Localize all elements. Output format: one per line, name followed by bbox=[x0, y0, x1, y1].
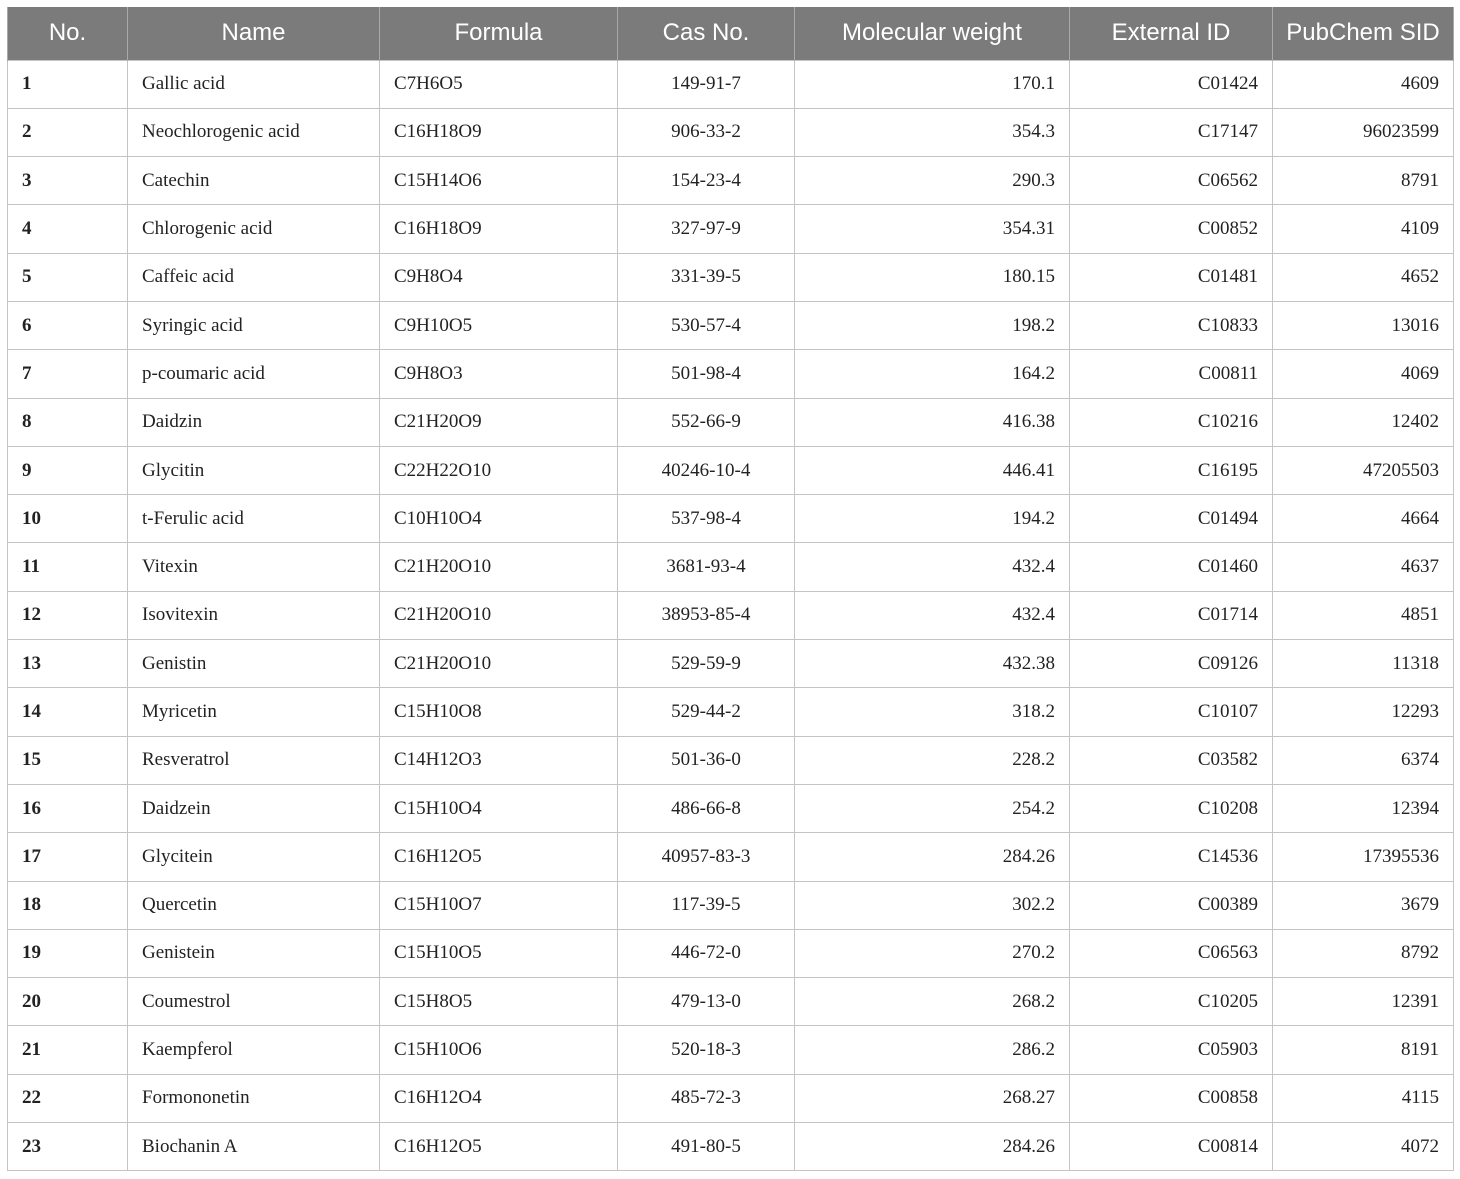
cell-no: 9 bbox=[8, 446, 128, 494]
cell-formula: C16H12O4 bbox=[380, 1074, 618, 1122]
cell-name: Vitexin bbox=[128, 543, 380, 591]
cell-cas-no: 530-57-4 bbox=[618, 301, 795, 349]
cell-pubchem-sid: 8191 bbox=[1273, 1026, 1454, 1074]
cell-molecular-weight: 446.41 bbox=[795, 446, 1070, 494]
cell-formula: C16H18O9 bbox=[380, 108, 618, 156]
table-row bbox=[8, 1026, 1454, 1074]
table-row bbox=[8, 495, 1454, 543]
cell-no: 7 bbox=[8, 350, 128, 398]
cell-cas-no: 552-66-9 bbox=[618, 398, 795, 446]
cell-pubchem-sid: 4115 bbox=[1273, 1074, 1454, 1122]
cell-no: 4 bbox=[8, 205, 128, 253]
cell-external-id: C01494 bbox=[1070, 495, 1273, 543]
cell-cas-no: 38953-85-4 bbox=[618, 591, 795, 639]
cell-cas-no: 501-98-4 bbox=[618, 350, 795, 398]
header-pubchem-sid: PubChem SID bbox=[1273, 7, 1454, 60]
cell-molecular-weight: 290.3 bbox=[795, 157, 1070, 205]
cell-pubchem-sid: 13016 bbox=[1273, 301, 1454, 349]
cell-no: 13 bbox=[8, 640, 128, 688]
cell-pubchem-sid: 8791 bbox=[1273, 157, 1454, 205]
cell-formula: C15H10O4 bbox=[380, 784, 618, 832]
cell-name: t-Ferulic acid bbox=[128, 495, 380, 543]
cell-name: Glycitein bbox=[128, 833, 380, 881]
header-external-id: External ID bbox=[1070, 7, 1273, 60]
cell-formula: C15H14O6 bbox=[380, 157, 618, 205]
cell-name: Daidzin bbox=[128, 398, 380, 446]
table-row bbox=[8, 591, 1454, 639]
cell-name: Gallic acid bbox=[128, 60, 380, 108]
cell-molecular-weight: 302.2 bbox=[795, 881, 1070, 929]
cell-formula: C15H8O5 bbox=[380, 978, 618, 1026]
cell-molecular-weight: 228.2 bbox=[795, 736, 1070, 784]
table-row bbox=[8, 350, 1454, 398]
header-row bbox=[8, 7, 1454, 60]
cell-cas-no: 117-39-5 bbox=[618, 881, 795, 929]
cell-external-id: C14536 bbox=[1070, 833, 1273, 881]
table-row bbox=[8, 978, 1454, 1026]
cell-no: 17 bbox=[8, 833, 128, 881]
cell-molecular-weight: 270.2 bbox=[795, 929, 1070, 977]
cell-no: 8 bbox=[8, 398, 128, 446]
cell-formula: C15H10O6 bbox=[380, 1026, 618, 1074]
cell-cas-no: 40246-10-4 bbox=[618, 446, 795, 494]
cell-formula: C15H10O8 bbox=[380, 688, 618, 736]
cell-formula: C21H20O9 bbox=[380, 398, 618, 446]
cell-formula: C7H6O5 bbox=[380, 60, 618, 108]
header-molecular-weight: Molecular weight bbox=[795, 7, 1070, 60]
cell-no: 16 bbox=[8, 784, 128, 832]
cell-pubchem-sid: 4072 bbox=[1273, 1123, 1454, 1171]
table-row bbox=[8, 688, 1454, 736]
cell-cas-no: 486-66-8 bbox=[618, 784, 795, 832]
cell-cas-no: 520-18-3 bbox=[618, 1026, 795, 1074]
cell-no: 1 bbox=[8, 60, 128, 108]
cell-no: 20 bbox=[8, 978, 128, 1026]
cell-molecular-weight: 254.2 bbox=[795, 784, 1070, 832]
cell-external-id: C01714 bbox=[1070, 591, 1273, 639]
table-body bbox=[8, 60, 1454, 1171]
cell-name: Genistin bbox=[128, 640, 380, 688]
cell-name: Chlorogenic acid bbox=[128, 205, 380, 253]
cell-pubchem-sid: 17395536 bbox=[1273, 833, 1454, 881]
cell-external-id: C10216 bbox=[1070, 398, 1273, 446]
table-row bbox=[8, 1123, 1454, 1171]
cell-pubchem-sid: 4664 bbox=[1273, 495, 1454, 543]
cell-formula: C9H8O3 bbox=[380, 350, 618, 398]
cell-molecular-weight: 284.26 bbox=[795, 833, 1070, 881]
cell-formula: C22H22O10 bbox=[380, 446, 618, 494]
cell-molecular-weight: 194.2 bbox=[795, 495, 1070, 543]
cell-no: 18 bbox=[8, 881, 128, 929]
cell-molecular-weight: 284.26 bbox=[795, 1123, 1070, 1171]
cell-pubchem-sid: 4652 bbox=[1273, 253, 1454, 301]
cell-no: 11 bbox=[8, 543, 128, 591]
table-row bbox=[8, 929, 1454, 977]
cell-no: 15 bbox=[8, 736, 128, 784]
table-row bbox=[8, 60, 1454, 108]
cell-external-id: C00858 bbox=[1070, 1074, 1273, 1122]
cell-formula: C15H10O7 bbox=[380, 881, 618, 929]
cell-no: 5 bbox=[8, 253, 128, 301]
cell-molecular-weight: 432.4 bbox=[795, 591, 1070, 639]
cell-cas-no: 331-39-5 bbox=[618, 253, 795, 301]
cell-no: 23 bbox=[8, 1123, 128, 1171]
table-row bbox=[8, 640, 1454, 688]
cell-no: 21 bbox=[8, 1026, 128, 1074]
table-row bbox=[8, 253, 1454, 301]
cell-name: Glycitin bbox=[128, 446, 380, 494]
cell-name: Myricetin bbox=[128, 688, 380, 736]
cell-pubchem-sid: 4609 bbox=[1273, 60, 1454, 108]
table-row bbox=[8, 157, 1454, 205]
cell-formula: C21H20O10 bbox=[380, 543, 618, 591]
cell-cas-no: 479-13-0 bbox=[618, 978, 795, 1026]
cell-pubchem-sid: 4069 bbox=[1273, 350, 1454, 398]
cell-formula: C16H12O5 bbox=[380, 1123, 618, 1171]
cell-cas-no: 529-44-2 bbox=[618, 688, 795, 736]
cell-pubchem-sid: 4109 bbox=[1273, 205, 1454, 253]
cell-name: Neochlorogenic acid bbox=[128, 108, 380, 156]
cell-name: Isovitexin bbox=[128, 591, 380, 639]
cell-molecular-weight: 164.2 bbox=[795, 350, 1070, 398]
table-row bbox=[8, 881, 1454, 929]
cell-cas-no: 906-33-2 bbox=[618, 108, 795, 156]
table-row bbox=[8, 736, 1454, 784]
header-formula: Formula bbox=[380, 7, 618, 60]
cell-cas-no: 491-80-5 bbox=[618, 1123, 795, 1171]
table-row bbox=[8, 1074, 1454, 1122]
cell-no: 10 bbox=[8, 495, 128, 543]
cell-name: Syringic acid bbox=[128, 301, 380, 349]
compound-table bbox=[7, 7, 1454, 1171]
cell-molecular-weight: 268.2 bbox=[795, 978, 1070, 1026]
cell-molecular-weight: 268.27 bbox=[795, 1074, 1070, 1122]
cell-cas-no: 485-72-3 bbox=[618, 1074, 795, 1122]
cell-molecular-weight: 416.38 bbox=[795, 398, 1070, 446]
cell-pubchem-sid: 6374 bbox=[1273, 736, 1454, 784]
cell-molecular-weight: 432.4 bbox=[795, 543, 1070, 591]
cell-pubchem-sid: 4851 bbox=[1273, 591, 1454, 639]
cell-external-id: C01481 bbox=[1070, 253, 1273, 301]
cell-external-id: C03582 bbox=[1070, 736, 1273, 784]
header-name: Name bbox=[128, 7, 380, 60]
cell-formula: C14H12O3 bbox=[380, 736, 618, 784]
cell-molecular-weight: 432.38 bbox=[795, 640, 1070, 688]
cell-name: Quercetin bbox=[128, 881, 380, 929]
cell-formula: C21H20O10 bbox=[380, 640, 618, 688]
cell-formula: C9H10O5 bbox=[380, 301, 618, 349]
cell-pubchem-sid: 47205503 bbox=[1273, 446, 1454, 494]
cell-formula: C10H10O4 bbox=[380, 495, 618, 543]
cell-formula: C16H18O9 bbox=[380, 205, 618, 253]
cell-no: 3 bbox=[8, 157, 128, 205]
cell-pubchem-sid: 11318 bbox=[1273, 640, 1454, 688]
cell-external-id: C01460 bbox=[1070, 543, 1273, 591]
cell-name: Daidzein bbox=[128, 784, 380, 832]
cell-formula: C15H10O5 bbox=[380, 929, 618, 977]
cell-no: 12 bbox=[8, 591, 128, 639]
cell-cas-no: 40957-83-3 bbox=[618, 833, 795, 881]
cell-external-id: C00811 bbox=[1070, 350, 1273, 398]
cell-molecular-weight: 286.2 bbox=[795, 1026, 1070, 1074]
cell-external-id: C06562 bbox=[1070, 157, 1273, 205]
cell-pubchem-sid: 12394 bbox=[1273, 784, 1454, 832]
cell-external-id: C00852 bbox=[1070, 205, 1273, 253]
cell-name: Resveratrol bbox=[128, 736, 380, 784]
cell-name: Catechin bbox=[128, 157, 380, 205]
cell-molecular-weight: 354.3 bbox=[795, 108, 1070, 156]
table-row bbox=[8, 301, 1454, 349]
cell-cas-no: 529-59-9 bbox=[618, 640, 795, 688]
cell-external-id: C00389 bbox=[1070, 881, 1273, 929]
cell-no: 14 bbox=[8, 688, 128, 736]
header-no: No. bbox=[8, 7, 128, 60]
cell-pubchem-sid: 96023599 bbox=[1273, 108, 1454, 156]
table-row bbox=[8, 398, 1454, 446]
cell-external-id: C10208 bbox=[1070, 784, 1273, 832]
cell-name: Coumestrol bbox=[128, 978, 380, 1026]
cell-no: 6 bbox=[8, 301, 128, 349]
cell-no: 2 bbox=[8, 108, 128, 156]
cell-name: Genistein bbox=[128, 929, 380, 977]
cell-external-id: C10205 bbox=[1070, 978, 1273, 1026]
table-row bbox=[8, 446, 1454, 494]
cell-pubchem-sid: 12293 bbox=[1273, 688, 1454, 736]
table-row bbox=[8, 784, 1454, 832]
cell-name: Kaempferol bbox=[128, 1026, 380, 1074]
table-row bbox=[8, 205, 1454, 253]
cell-external-id: C09126 bbox=[1070, 640, 1273, 688]
table-row bbox=[8, 543, 1454, 591]
cell-molecular-weight: 354.31 bbox=[795, 205, 1070, 253]
cell-cas-no: 446-72-0 bbox=[618, 929, 795, 977]
cell-pubchem-sid: 4637 bbox=[1273, 543, 1454, 591]
cell-external-id: C10833 bbox=[1070, 301, 1273, 349]
cell-external-id: C06563 bbox=[1070, 929, 1273, 977]
cell-cas-no: 537-98-4 bbox=[618, 495, 795, 543]
cell-cas-no: 154-23-4 bbox=[618, 157, 795, 205]
cell-molecular-weight: 318.2 bbox=[795, 688, 1070, 736]
cell-cas-no: 3681-93-4 bbox=[618, 543, 795, 591]
header-cas-no: Cas No. bbox=[618, 7, 795, 60]
cell-external-id: C17147 bbox=[1070, 108, 1273, 156]
cell-molecular-weight: 198.2 bbox=[795, 301, 1070, 349]
cell-no: 22 bbox=[8, 1074, 128, 1122]
cell-pubchem-sid: 12402 bbox=[1273, 398, 1454, 446]
cell-external-id: C10107 bbox=[1070, 688, 1273, 736]
cell-external-id: C00814 bbox=[1070, 1123, 1273, 1171]
cell-cas-no: 501-36-0 bbox=[618, 736, 795, 784]
cell-pubchem-sid: 8792 bbox=[1273, 929, 1454, 977]
cell-pubchem-sid: 12391 bbox=[1273, 978, 1454, 1026]
cell-molecular-weight: 170.1 bbox=[795, 60, 1070, 108]
cell-name: Formononetin bbox=[128, 1074, 380, 1122]
table-header bbox=[8, 7, 1454, 60]
cell-no: 19 bbox=[8, 929, 128, 977]
table-row bbox=[8, 108, 1454, 156]
cell-name: Caffeic acid bbox=[128, 253, 380, 301]
cell-external-id: C01424 bbox=[1070, 60, 1273, 108]
cell-cas-no: 149-91-7 bbox=[618, 60, 795, 108]
cell-name: p-coumaric acid bbox=[128, 350, 380, 398]
cell-name: Biochanin A bbox=[128, 1123, 380, 1171]
cell-formula: C9H8O4 bbox=[380, 253, 618, 301]
cell-external-id: C05903 bbox=[1070, 1026, 1273, 1074]
cell-pubchem-sid: 3679 bbox=[1273, 881, 1454, 929]
table-row bbox=[8, 833, 1454, 881]
cell-cas-no: 327-97-9 bbox=[618, 205, 795, 253]
cell-external-id: C16195 bbox=[1070, 446, 1273, 494]
cell-formula: C16H12O5 bbox=[380, 833, 618, 881]
cell-formula: C21H20O10 bbox=[380, 591, 618, 639]
cell-molecular-weight: 180.15 bbox=[795, 253, 1070, 301]
